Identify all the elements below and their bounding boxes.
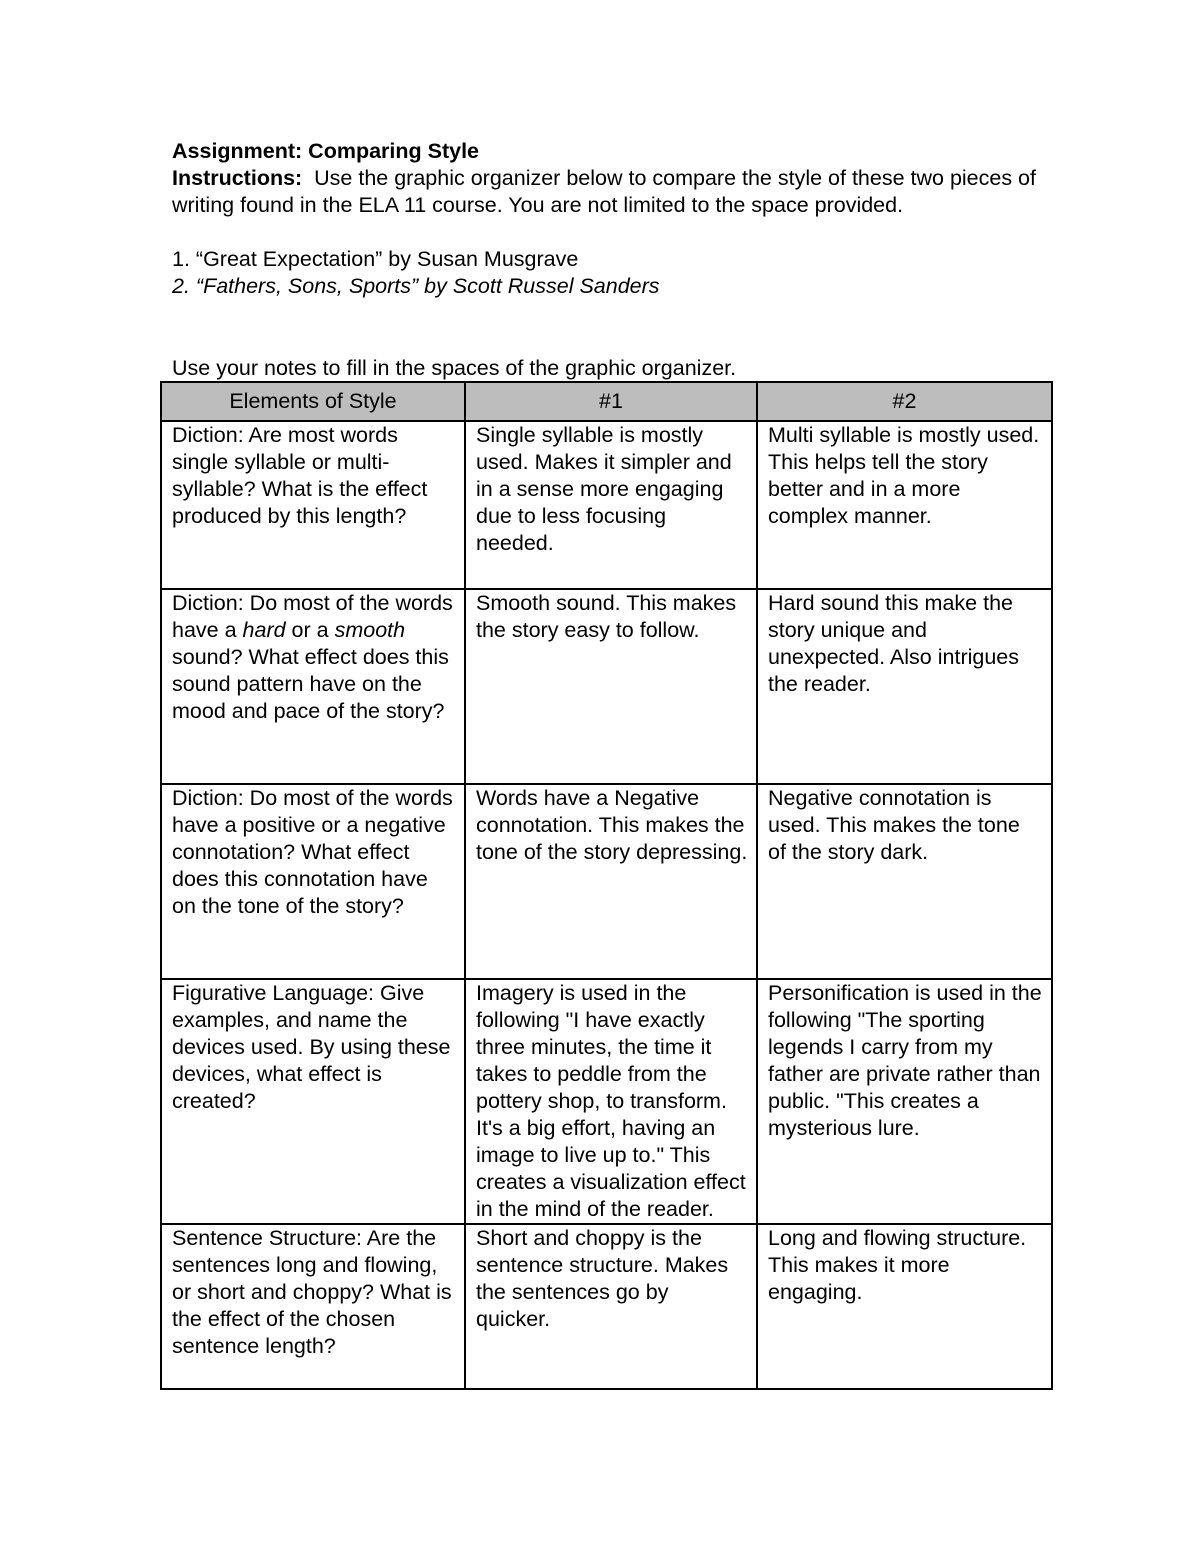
element-cell [161,589,465,784]
work-1 [172,246,1042,273]
answer-1-cell: Smooth sound. This makes the story easy to follow. [465,589,757,784]
element-emphasis-smooth: smooth [334,618,406,642]
element-text: Diction: Do most of the words have a [172,591,453,642]
work-1-number: 1. [172,247,196,271]
instructions-paragraph [172,165,1042,219]
work-2 [172,273,1042,300]
answer-1-cell: Imagery is used in the following "I have exactly three minutes, the time it takes to peddle from the pottery shop, to transform. It's a big effort, having an image to live up to." This creates a visualization effect in the mind of the reader. [465,979,757,1224]
element-cell: Diction: Are most words single syllable or multi-syllable? What is the effect produced by this length? [161,421,465,589]
table-row [161,1224,1052,1389]
table-row [161,979,1052,1224]
answer-1-cell: Words have a Negative connotation. This makes the tone of the story depressing. [465,784,757,979]
assignment-title: Assignment: Comparing Style [172,139,480,163]
instructions-text: Use the graphic organizer below to compare the style of these two pieces of writing found in the ELA 11 course. You are not limited to the space provided. [172,166,1036,217]
element-cell: Sentence Structure: Are the sentences long and flowing, or short and choppy? What is the effect of the chosen sentence length? [161,1224,465,1389]
instructions-label: Instructions: [172,166,303,190]
answer-2-cell: Personification is used in the following "The sporting legends I carry from my father are private rather than public. "This creates a mysterious lure. [757,979,1052,1224]
table-row [161,784,1052,979]
answer-2-cell: Hard sound this make the story unique and unexpected. Also intrigues the reader. [757,589,1052,784]
element-cell: Figurative Language: Give examples, and name the devices used. By using these devices, what effect is created? [161,979,465,1224]
header-work-2: #2 [757,382,1052,421]
work-2-number: 2. [172,274,196,298]
organizer-intro: Use your notes to fill in the spaces of the graphic organizer. [172,356,737,380]
graphic-organizer-table [160,381,1053,1390]
assignment-header [172,138,1042,300]
answer-2-cell: Negative connotation is used. This makes the tone of the story dark. [757,784,1052,979]
header-elements-of-style: Elements of Style [161,382,465,421]
header-work-1: #1 [465,382,757,421]
table-header-row [161,382,1052,421]
answer-1-cell: Short and choppy is the sentence structure. Makes the sentences go by quicker. [465,1224,757,1389]
element-emphasis-hard: hard [242,618,286,642]
element-text: sound? What effect does this sound pattern have on the mood and pace of the story? [172,645,449,723]
answer-2-cell: Long and flowing structure. This makes it more engaging. [757,1224,1052,1389]
element-text: or a [285,618,335,642]
table-row [161,589,1052,784]
table-row [161,421,1052,589]
answer-1-cell: Single syllable is mostly used. Makes it simpler and in a sense more engaging due to less focusing needed. [465,421,757,589]
element-cell: Diction: Do most of the words have a positive or a negative connotation? What effect does this connotation have on the tone of the story? [161,784,465,979]
work-1-title: “Great Expectation” by Susan Musgrave [195,247,579,271]
work-2-title: “Fathers, Sons, Sports” by Scott Russel Sanders [195,274,660,298]
answer-2-cell: Multi syllable is mostly used. This helps tell the story better and in a more complex manner. [757,421,1052,589]
